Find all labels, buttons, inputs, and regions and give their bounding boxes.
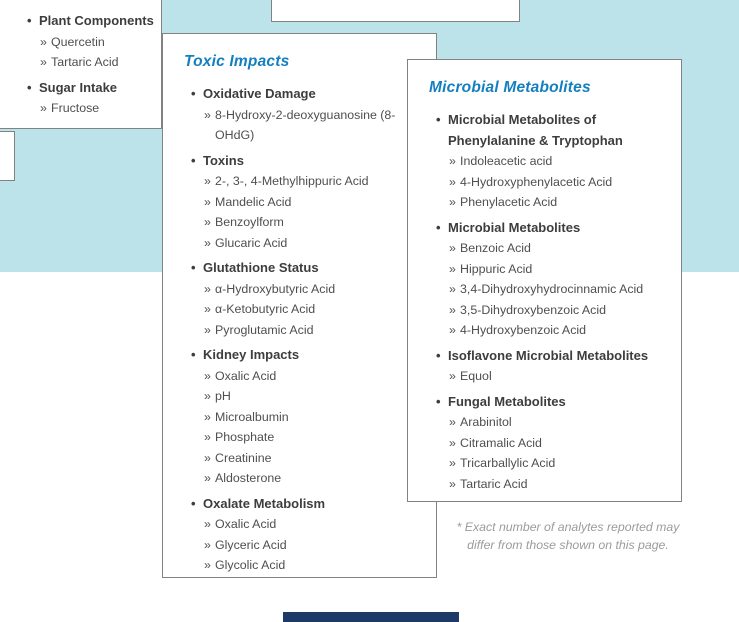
category-label-text: Oxidative Damage: [203, 86, 316, 101]
item-label: Arabinitol: [460, 415, 512, 429]
list-item: [436, 192, 681, 213]
list-item: [436, 300, 681, 321]
double-chevron-icon: »: [449, 195, 456, 209]
category-label-text: Toxins: [203, 152, 244, 168]
item-label: Tartaric Acid: [460, 476, 528, 491]
bullet-icon: •: [436, 112, 441, 127]
item-label: Pyroglutamic Acid: [215, 322, 314, 337]
microbial-metabolites-title: Microbial Metabolites: [429, 79, 591, 96]
double-chevron-icon: »: [449, 435, 456, 450]
category-label-text: Isoflavone Microbial Metabolites: [448, 347, 649, 363]
list-item: [436, 259, 681, 280]
category-label: [436, 346, 681, 367]
double-chevron-icon: »: [204, 302, 211, 316]
category-section: [436, 346, 681, 387]
list-item: [27, 32, 161, 53]
category-label-text: Glutathione Status: [203, 260, 319, 275]
category-label-text: Kidney Impacts: [203, 347, 300, 362]
double-chevron-icon: »: [449, 456, 456, 470]
category-label: [191, 258, 436, 279]
list-item: [191, 468, 436, 489]
list-item: [436, 474, 681, 495]
double-chevron-icon: »: [449, 282, 456, 296]
list-item: [191, 212, 436, 233]
item-label: 3,5-Dihydroxybenzoic Acid: [460, 302, 607, 317]
bullet-icon: •: [191, 152, 196, 168]
item-label: 2-, 3-, 4-Methylhippuric Acid: [215, 174, 369, 188]
item-label: Creatinine: [215, 450, 272, 465]
list-item: [436, 412, 681, 433]
double-chevron-icon: »: [204, 281, 211, 296]
category-label: [436, 110, 681, 151]
category-label: [191, 494, 436, 515]
toxic-impacts-card: [162, 33, 437, 578]
item-label: Citramalic Acid: [460, 435, 542, 450]
item-label: 8-Hydroxy-2-deoxyguanosine (8-OHdG): [215, 107, 396, 142]
bullet-icon: •: [436, 393, 441, 409]
double-chevron-icon: »: [204, 174, 211, 188]
item-label: Oxalic Acid: [215, 517, 277, 531]
category-section: [27, 11, 161, 73]
category-label: [27, 11, 161, 32]
microbial-metabolites-list: [436, 110, 681, 494]
double-chevron-icon: »: [449, 302, 456, 317]
double-chevron-icon: »: [204, 368, 211, 383]
item-label: Glycolic Acid: [215, 558, 286, 572]
list-item: [191, 386, 436, 407]
item-label: Benzoic Acid: [460, 241, 531, 255]
list-item: [191, 320, 436, 341]
category-label-text: Plant Components: [39, 13, 154, 28]
item-label: Hippuric Acid: [460, 261, 533, 276]
category-section: [191, 494, 436, 576]
list-item: [436, 172, 681, 193]
bullet-icon: •: [27, 79, 32, 95]
double-chevron-icon: »: [204, 450, 211, 465]
toxic-impacts-title: Toxic Impacts: [184, 53, 290, 70]
list-item: [436, 279, 681, 300]
item-label: Tricarballylic Acid: [460, 456, 556, 470]
list-item: [27, 52, 161, 73]
item-label: Quercetin: [51, 34, 105, 49]
list-item: [191, 192, 436, 213]
category-section: [191, 151, 436, 254]
item-label: 4-Hydroxybenzoic Acid: [460, 323, 587, 337]
double-chevron-icon: »: [449, 415, 456, 429]
list-item: [436, 366, 681, 387]
item-label: α-Ketobutyric Acid: [215, 302, 316, 316]
category-label: [436, 218, 681, 239]
category-label-text: Fungal Metabolites: [448, 393, 566, 409]
double-chevron-icon: »: [204, 409, 211, 424]
list-item: [191, 514, 436, 535]
category-section: [436, 392, 681, 495]
double-chevron-icon: »: [449, 154, 456, 168]
list-item: [436, 453, 681, 474]
item-label: Phosphate: [215, 430, 275, 444]
list-item: [191, 448, 436, 469]
double-chevron-icon: »: [449, 261, 456, 276]
double-chevron-icon: »: [204, 107, 211, 122]
list-item: [191, 233, 436, 254]
item-label: Oxalic Acid: [215, 368, 277, 383]
double-chevron-icon: »: [40, 55, 47, 69]
footnote-line-1: * Exact number of analytes reported may: [456, 520, 680, 534]
bullet-icon: •: [191, 86, 196, 101]
category-label: [191, 151, 436, 172]
double-chevron-icon: »: [449, 174, 456, 189]
item-label: Benzoylform: [215, 215, 284, 229]
bottom-navy-bar[interactable]: [283, 612, 459, 622]
category-label-text: Microbial Metabolites: [448, 219, 581, 235]
left-edge-card-notch: [0, 131, 15, 181]
list-item: [191, 555, 436, 576]
list-item: [191, 279, 436, 300]
double-chevron-icon: »: [204, 517, 211, 531]
bullet-icon: •: [27, 13, 32, 28]
double-chevron-icon: »: [449, 476, 456, 491]
double-chevron-icon: »: [204, 471, 211, 485]
item-label: Indoleacetic acid: [460, 154, 553, 168]
item-label: Phenylacetic Acid: [460, 195, 558, 209]
double-chevron-icon: »: [204, 558, 211, 572]
item-label: Microalbumin: [215, 409, 289, 424]
item-label: Equol: [460, 369, 492, 383]
item-label: Fructose: [51, 101, 100, 115]
double-chevron-icon: »: [449, 369, 456, 383]
list-item: [191, 535, 436, 556]
list-item: [436, 320, 681, 341]
item-label: Glyceric Acid: [215, 537, 287, 552]
list-item: [191, 407, 436, 428]
double-chevron-icon: »: [204, 537, 211, 552]
category-label-text: Oxalate Metabolism: [203, 495, 326, 511]
double-chevron-icon: »: [204, 194, 211, 209]
double-chevron-icon: »: [204, 215, 211, 229]
item-label: Tartaric Acid: [51, 55, 119, 69]
category-label: [27, 78, 161, 99]
item-label: α-Hydroxybutyric Acid: [215, 281, 336, 296]
left-card-list: [27, 11, 161, 119]
left-analyte-card: [0, 0, 162, 129]
double-chevron-icon: »: [40, 34, 47, 49]
item-label: 3,4-Dihydroxyhydrocinnamic Acid: [460, 282, 644, 296]
list-item: [191, 299, 436, 320]
bullet-icon: •: [191, 347, 196, 362]
item-label: 4-Hydroxyphenylacetic Acid: [460, 174, 613, 189]
category-section: [191, 84, 436, 146]
list-item: [191, 366, 436, 387]
double-chevron-icon: »: [449, 323, 456, 337]
item-label: Mandelic Acid: [215, 194, 292, 209]
double-chevron-icon: »: [204, 322, 211, 337]
list-item: [191, 171, 436, 192]
category-label: [191, 345, 436, 366]
double-chevron-icon: »: [204, 430, 211, 444]
item-label: Glucaric Acid: [215, 235, 288, 250]
microbial-metabolites-card: [407, 59, 682, 502]
bullet-icon: •: [191, 495, 196, 511]
list-item: [436, 433, 681, 454]
bullet-icon: •: [436, 347, 441, 363]
bullet-icon: •: [191, 260, 196, 275]
double-chevron-icon: »: [40, 101, 47, 115]
double-chevron-icon: »: [204, 235, 211, 250]
item-label: pH: [215, 389, 231, 403]
category-section: [27, 78, 161, 119]
category-label-text: Sugar Intake: [39, 79, 118, 95]
top-hidden-card: [271, 0, 520, 22]
category-section: [436, 110, 681, 213]
toxic-impacts-list: [191, 84, 436, 576]
category-label: [191, 84, 436, 105]
list-item: [27, 98, 161, 119]
item-label: Aldosterone: [215, 471, 282, 485]
footnote-line-2: differ from those shown on this page.: [467, 538, 669, 552]
category-label-text: Microbial Metabolites of Phenylalanine & Tryptophan: [448, 112, 623, 148]
category-section: [191, 258, 436, 340]
category-label: [436, 392, 681, 413]
footnote: [438, 518, 698, 554]
bullet-icon: •: [436, 219, 441, 235]
list-item: [191, 427, 436, 448]
list-item: [191, 105, 436, 146]
category-section: [436, 218, 681, 341]
double-chevron-icon: »: [449, 241, 456, 255]
list-item: [436, 238, 681, 259]
double-chevron-icon: »: [204, 389, 211, 403]
list-item: [436, 151, 681, 172]
category-section: [191, 345, 436, 489]
